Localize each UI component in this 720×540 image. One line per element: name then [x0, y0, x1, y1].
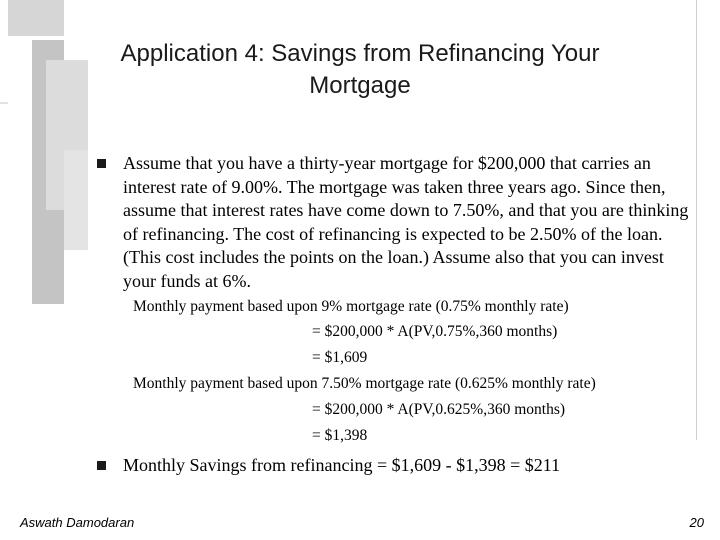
decor-block-low: [64, 150, 88, 250]
bullet-assumption: [123, 152, 698, 294]
bullet-savings: [123, 454, 698, 478]
bullet-assumption-text: Assume that you have a thirty-year mortgage for $200,000 that carries an interest rate of 9.00%. The mortgage was taken three years ago. Since then, assume that interest rates have come down to 7.50%, and that you are thinking of refinancing. The cost of refinancing is expected to be 2.50% of the loan. (This cost includes the points on the loan.) Assume also that you can invest your funds at 6%.: [123, 153, 689, 291]
footer-author: Aswath Damodaran: [20, 515, 135, 530]
bullet-square-icon: [97, 461, 106, 470]
page-number: 20: [689, 515, 704, 530]
calc-line-2: = $200,000 * A(PV,0.75%,360 months): [312, 323, 558, 340]
decor-line: [0, 102, 8, 104]
calc-line-6: = $1,398: [312, 427, 368, 444]
slide-title: [60, 38, 660, 102]
calc-line-3: = $1,609: [312, 349, 368, 366]
slide-title-line-1: Application 4: Savings from Refinancing Your: [120, 40, 600, 67]
calc-line-1: Monthly payment based upon 9% mortgage rate (0.75% monthly rate): [133, 298, 569, 315]
calc-line-4: Monthly payment based upon 7.50% mortgage rate (0.625% monthly rate): [133, 375, 596, 392]
bullet-square-icon: [97, 159, 106, 168]
bullet-savings-text: Monthly Savings from refinancing = $1,609 - $1,398 = $211: [123, 455, 561, 475]
slide-title-line-2: Mortgage: [309, 72, 411, 99]
calc-line-5: = $200,000 * A(PV,0.625%,360 months): [312, 401, 566, 418]
decor-block-top: [8, 0, 64, 36]
